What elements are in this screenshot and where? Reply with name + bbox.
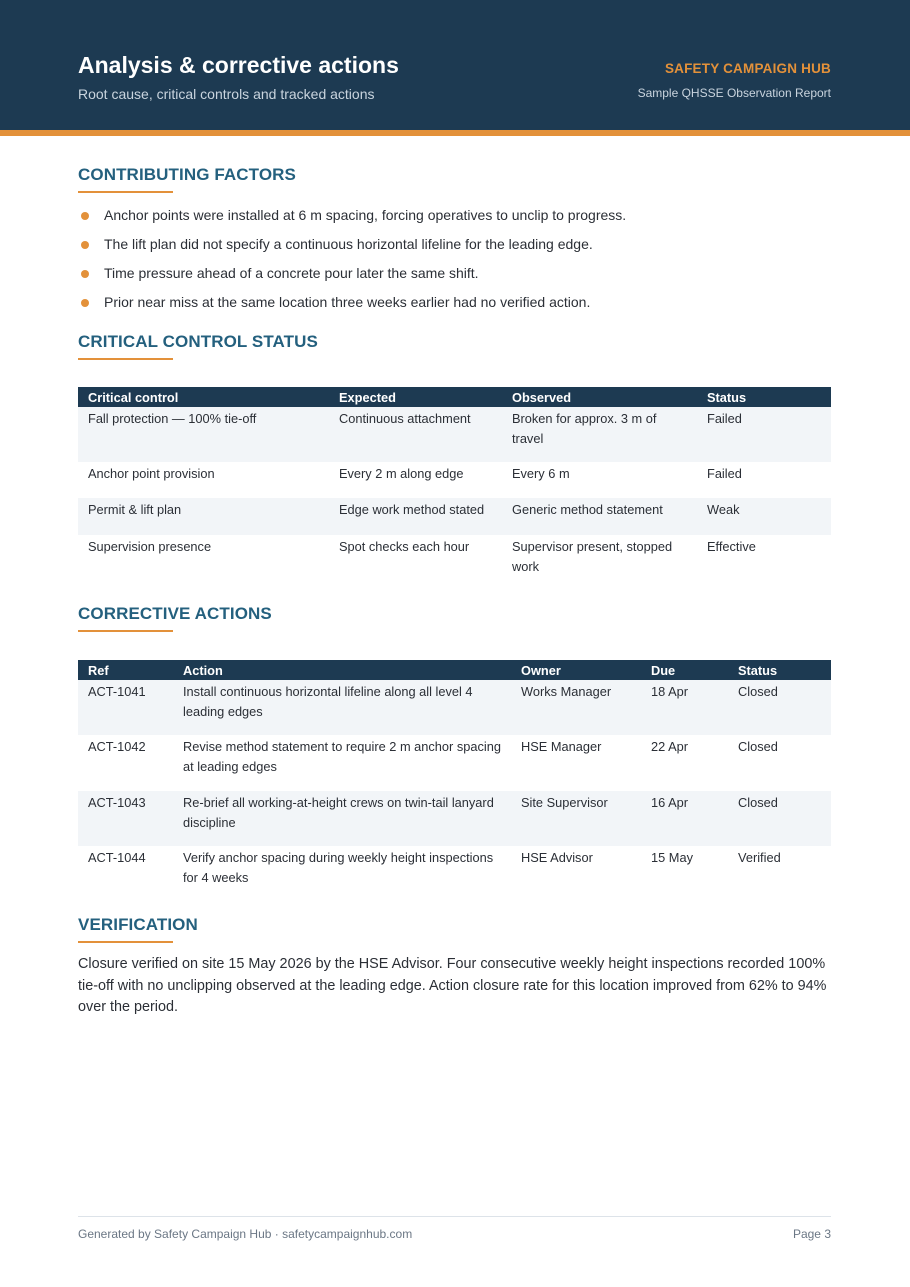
status-cell: Failed bbox=[697, 407, 831, 462]
table-row bbox=[78, 535, 831, 585]
table-row bbox=[78, 462, 831, 498]
page-header bbox=[0, 0, 910, 130]
table-header-row bbox=[78, 387, 831, 407]
list-item bbox=[78, 289, 838, 318]
bullet-dot-icon bbox=[81, 212, 89, 220]
footer-divider bbox=[78, 1216, 831, 1217]
status-cell: Weak bbox=[697, 498, 831, 535]
column-header: Expected bbox=[329, 387, 502, 407]
action-due: 16 Apr bbox=[641, 791, 728, 846]
column-header: Owner bbox=[511, 660, 641, 680]
list-item-text: The lift plan did not specify a continuous horizontal lifeline for the leading edge. bbox=[104, 236, 593, 252]
section-underline bbox=[78, 358, 173, 360]
column-header: Observed bbox=[502, 387, 697, 407]
verification-text: Closure verified on site 15 May 2026 by the HSE Advisor. Four consecutive weekly height inspections recorded 100% tie-off with no unclipping observed at the leading edge. Action closure rate for this location improved from 62% to 94% over the period. bbox=[78, 956, 827, 1015]
critical-control-table bbox=[78, 387, 831, 585]
table-cell: Continuous attachment bbox=[329, 407, 502, 462]
bullet-dot-icon bbox=[81, 241, 89, 249]
page-number: Page 3 bbox=[792, 1227, 831, 1241]
table-cell: Supervision presence bbox=[78, 535, 329, 585]
column-header: Status bbox=[728, 660, 831, 680]
action-status: Closed bbox=[728, 735, 831, 791]
list-item-text: Time pressure ahead of a concrete pour later the same shift. bbox=[104, 265, 479, 281]
brand-name: SAFETY CAMPAIGN HUB bbox=[664, 61, 831, 76]
section-underline bbox=[78, 191, 173, 193]
bullet-dot-icon bbox=[81, 270, 89, 278]
action-ref: ACT-1044 bbox=[78, 846, 173, 896]
table-cell: Fall protection — 100% tie-off bbox=[78, 407, 329, 462]
corrective-actions-heading: CORRECTIVE ACTIONS bbox=[78, 604, 272, 623]
action-ref: ACT-1041 bbox=[78, 680, 173, 735]
column-header: Critical control bbox=[78, 387, 329, 407]
list-item-text: Prior near miss at the same location three weeks earlier had no verified action. bbox=[104, 294, 591, 310]
list-item bbox=[78, 260, 838, 289]
action-description: Install continuous horizontal lifeline along all level 4 leading edges bbox=[173, 680, 511, 735]
table-row bbox=[78, 498, 831, 535]
action-due: 15 May bbox=[641, 846, 728, 896]
page-subtitle: Root cause, critical controls and tracked actions bbox=[78, 86, 375, 102]
table-header-row bbox=[78, 660, 831, 680]
table-row bbox=[78, 735, 831, 791]
verification-heading: VERIFICATION bbox=[78, 915, 198, 934]
list-item bbox=[78, 231, 838, 260]
action-due: 22 Apr bbox=[641, 735, 728, 791]
action-owner: HSE Advisor bbox=[511, 846, 641, 896]
section-underline bbox=[78, 941, 173, 943]
table-cell: Supervisor present, stopped work bbox=[502, 535, 697, 585]
action-ref: ACT-1042 bbox=[78, 735, 173, 791]
page-title: Analysis & corrective actions bbox=[78, 52, 399, 78]
table-cell: Edge work method stated bbox=[329, 498, 502, 535]
table-row bbox=[78, 846, 831, 896]
action-owner: HSE Manager bbox=[511, 735, 641, 791]
action-description: Verify anchor spacing during weekly height inspections for 4 weeks bbox=[173, 846, 511, 896]
action-owner: Works Manager bbox=[511, 680, 641, 735]
header-accent-stripe bbox=[0, 130, 910, 136]
contributing-factors-list bbox=[78, 202, 838, 318]
status-cell: Effective bbox=[697, 535, 831, 585]
column-header: Status bbox=[697, 387, 831, 407]
table-cell: Every 6 m bbox=[502, 462, 697, 498]
corrective-actions-table bbox=[78, 660, 831, 896]
table-row bbox=[78, 407, 831, 462]
list-item-text: Anchor points were installed at 6 m spacing, forcing operatives to unclip to progress. bbox=[104, 207, 627, 223]
column-header: Action bbox=[173, 660, 511, 680]
action-due: 18 Apr bbox=[641, 680, 728, 735]
critical-control-heading: CRITICAL CONTROL STATUS bbox=[78, 332, 318, 351]
action-description: Revise method statement to require 2 m anchor spacing at leading edges bbox=[173, 735, 511, 791]
table-cell: Generic method statement bbox=[502, 498, 697, 535]
action-owner: Site Supervisor bbox=[511, 791, 641, 846]
status-cell: Failed bbox=[697, 462, 831, 498]
table-cell: Anchor point provision bbox=[78, 462, 329, 498]
action-status: Verified bbox=[728, 846, 831, 896]
action-description: Re-brief all working-at-height crews on twin-tail lanyard discipline bbox=[173, 791, 511, 846]
table-cell: Broken for approx. 3 m of travel bbox=[502, 407, 697, 462]
bullet-dot-icon bbox=[81, 299, 89, 307]
list-item bbox=[78, 202, 838, 231]
section-underline bbox=[78, 630, 173, 632]
column-header: Due bbox=[641, 660, 728, 680]
action-status: Closed bbox=[728, 791, 831, 846]
footer-generated-by: Generated by Safety Campaign Hub · safetycampaignhub.com bbox=[78, 1227, 413, 1241]
report-name: Sample QHSSE Observation Report bbox=[637, 86, 831, 100]
table-row bbox=[78, 791, 831, 846]
table-cell: Every 2 m along edge bbox=[329, 462, 502, 498]
table-row bbox=[78, 680, 831, 735]
table-cell: Permit & lift plan bbox=[78, 498, 329, 535]
contributing-factors-heading: CONTRIBUTING FACTORS bbox=[78, 165, 296, 184]
table-cell: Spot checks each hour bbox=[329, 535, 502, 585]
action-status: Closed bbox=[728, 680, 831, 735]
action-ref: ACT-1043 bbox=[78, 791, 173, 846]
column-header: Ref bbox=[78, 660, 173, 680]
